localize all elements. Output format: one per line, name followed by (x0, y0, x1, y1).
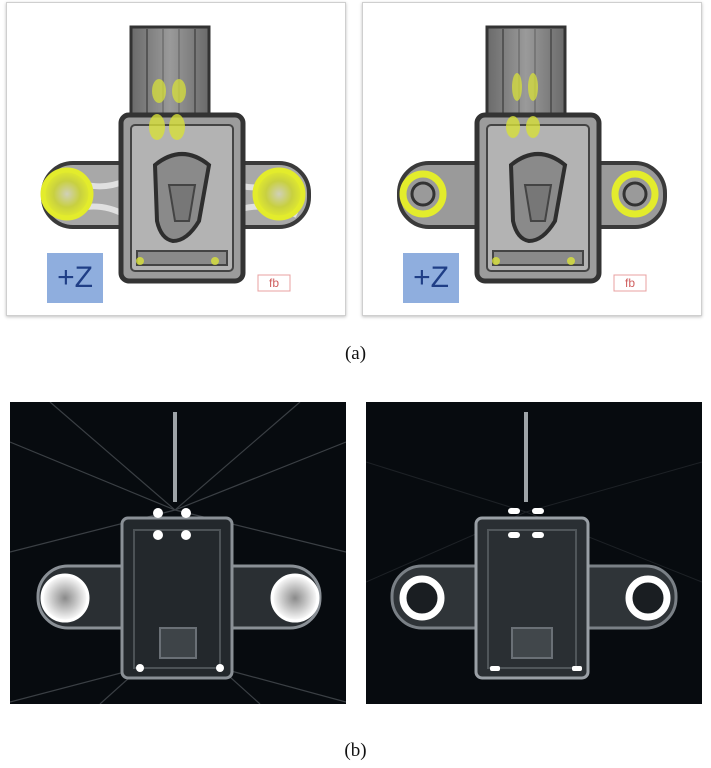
caption-b: (b) (344, 740, 367, 761)
marker-blob (149, 114, 165, 140)
marker-blob (526, 116, 540, 138)
marker-blob (506, 116, 520, 138)
ct-marker-right (629, 579, 667, 617)
axis-label: +Z (47, 253, 103, 303)
axis-label: +Z (403, 253, 459, 303)
logo: fb (624, 276, 635, 290)
marker-left (43, 170, 91, 218)
marker-blob (152, 79, 166, 103)
ct-panel-left (10, 402, 346, 704)
marker-blob (169, 114, 185, 140)
logo: fb (268, 276, 279, 290)
marker-right (255, 170, 303, 218)
ct-marker-left (42, 575, 88, 621)
render-panel-right (362, 2, 702, 316)
marker-blob (172, 79, 186, 103)
ct-scan-right (366, 402, 702, 704)
ct-scan-left (10, 402, 346, 704)
render-panel-left (6, 2, 346, 316)
marker-left (403, 174, 443, 214)
marker-blob (512, 73, 522, 101)
caption-a: (a) (344, 343, 367, 364)
ct-marker-right (272, 575, 318, 621)
ct-marker-left (403, 579, 441, 617)
marker-blob (528, 73, 538, 101)
marker-right (615, 174, 655, 214)
ct-panel-right (366, 402, 702, 704)
